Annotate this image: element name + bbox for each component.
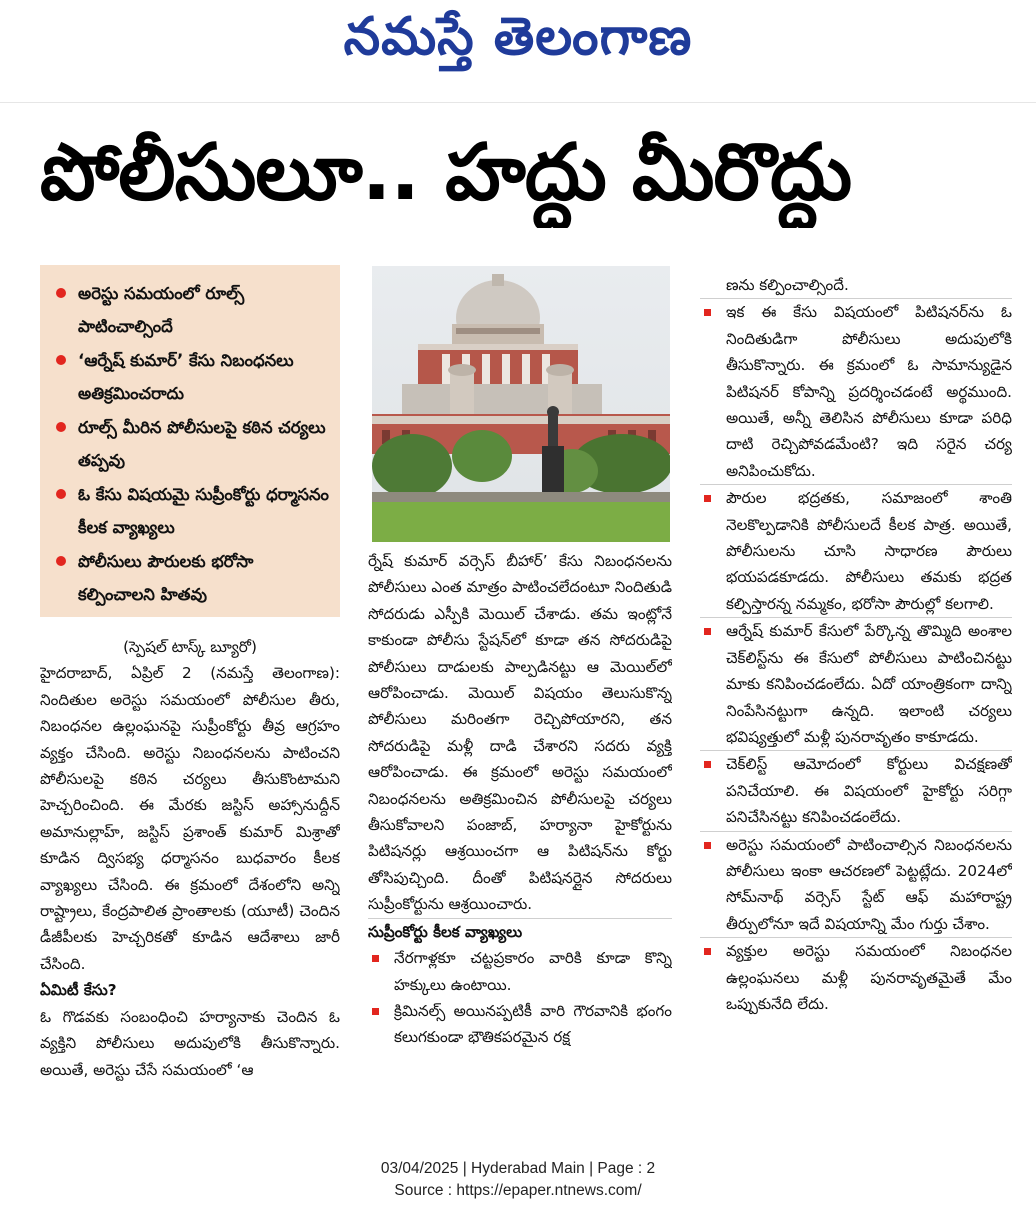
remark-item: అరెస్టు సమయంలో పాటించాల్సిన నిబంధనలను పోలీసులు ఇంకా ఆచరణలో పెట్టట్లేదు. 2024లో సోమ్‌నాథ్ వర్సెస్ స్టేట్ ఆఫ్ మహారాష్ట్ర తీర్పులోనూ ఇదే విషయాన్ని మేం గుర్తు చేశాం. — [700, 832, 1012, 938]
newspaper-logo: నమస్తే తెలంగాణ — [343, 6, 693, 67]
bullet-icon — [372, 955, 379, 962]
supreme-court-building-image — [372, 266, 670, 542]
bullet-icon — [56, 556, 66, 566]
highlight-item: ‘ఆర్నేష్ కుమార్’ కేసు నిబంధనలు అతిక్రమించరాదు — [54, 344, 330, 410]
article-column-1 — [40, 634, 340, 1134]
article-column-2 — [368, 548, 672, 1134]
masthead — [0, 0, 1036, 90]
continued-paragraph: ర్నేష్ కుమార్ వర్సెస్ బీహార్’ కేసు నిబంధనలను పోలీసులు ఎంత మాత్రం పాటించలేదంటూ నిందితుడి సోదరుడు ఎస్పీకి మెయిల్ చేశాడు. తమ ఇంట్లోనే కాకుండా పోలీసు స్టేషన్‌లో కూడా తన సోదరుడిపై పోలీసులు దాడులకు పాల్పడినట్టు ఆ మెయిల్‌లో ఆరోపించాడు. మెయిల్ విషయం తెలుసుకొన్న పోలీసులు మరింతగా రెచ్చిపోయారని, తన సోదరుడిపై మళ్లీ దాడి చేశారని సదరు వ్యక్తి ఆరోపించాడు. ఈ క్రమంలో అరెస్టు సమయంలో నిబంధనలను అతిక్రమించిన పోలీసులపై చర్యలు తీసుకోవాలని పంజాబ్, హర్యానా హైకోర్టును పిటిషనర్లు ఆశ్రయించగా ఆ పిటిషన్‌ను కోర్టు తోసిపుచ్చింది. దీంతో పిటిషనర్లైన సోదరులు సుప్రీంకోర్టును ఆశ్రయించారు. — [368, 552, 672, 914]
bullet-icon — [704, 495, 711, 502]
remark-item: ఇక ఈ కేసు విషయంలో పిటిషనర్‌ను ఓ నిందితుడిగా పోలీసులు అదుపులోకి తీసుకొన్నారు. ఈ క్రమంలో ఓ సామాన్యుడైన పిటిషనర్ కోపాన్ని ప్రదర్శించడంటే అర్థముంది. అయితే, అన్నీ తెలిసిన పోలీసులు కూడా పరిధి దాటి రెచ్చిపోవడమేంటి? ఇది సరైన చర్య అనిపించుకోదు. — [700, 299, 1012, 484]
remark-item: నేరగాళ్లకూ చట్టప్రకారం వారికి కూడా కొన్ని హక్కులు ఉంటాయి. — [368, 945, 672, 998]
masthead-divider — [0, 102, 1036, 103]
byline: (స్పెషల్ టాస్క్ బ్యూరో) — [123, 638, 257, 656]
bullet-icon — [704, 948, 711, 955]
subheading-key-remarks: సుప్రీంకోర్టు కీలక వ్యాఖ్యలు — [368, 922, 523, 941]
edition-info: 03/04/2025 | Hyderabad Main | Page : 2 — [380, 1160, 656, 1177]
highlight-item: పోలీసులు పౌరులకు భరోసా కల్పించాలని హితవు — [54, 545, 330, 611]
page-footer — [0, 1158, 1036, 1202]
subheading-case: ఏమిటీ కేసు? — [40, 981, 117, 1000]
highlight-item: రూల్స్ మీరిన పోలీసులపై కఠిన చర్యలు తప్పవు — [54, 411, 330, 477]
case-paragraph: ఓ గొడవకు సంబంధించి హర్యానాకు చెందిన ఓ వ్యక్తిని పోలీసులు అదుపులోకి తీసుకొన్నారు. అయితే, అరెస్టు చేసే సమయంలో ‘ఆ — [40, 1007, 340, 1079]
article-column-3 — [700, 272, 1012, 1134]
bullet-icon — [704, 309, 711, 316]
bullet-icon — [704, 761, 711, 768]
bullet-icon — [704, 628, 711, 635]
source-link[interactable]: Source : https://epaper.ntnews.com/ — [394, 1182, 642, 1199]
highlight-item: అరెస్టు సమయంలో రూల్స్ పాటించాల్సిందే — [54, 277, 330, 343]
remark-item: ఆర్నేష్ కుమార్ కేసులో పేర్కొన్న తొమ్మిది అంశాల చెక్‌లిస్ట్‌ను ఈ కేసులో పోలీసులు పాటించినట్టు మాకు కనిపించడంలేదు. ఏదో యాంత్రికంగా దాన్ని నింపేసినట్టుగా ఉన్నది. ఇలాంటి చర్యలు భవిష్యత్తులో మళ్లీ పునరావృతం కాకూడదు. — [700, 618, 1012, 750]
bullet-icon — [56, 489, 66, 499]
remark-item: పౌరుల భద్రతకు, సమాజంలో శాంతి నెలకొల్పడానికి పోలీసులదే కీలక పాత్ర. అయితే, పోలీసులను చూసి సాధారణ పౌరులు భయపడకూడదు. పోలీసులు తమకు భద్రత కల్పిస్తారన్న నమ్మకం, భరోసా పౌరుల్లో కలగాలి. — [700, 485, 1012, 617]
bullet-icon — [372, 1008, 379, 1015]
supreme-court-photo — [372, 266, 670, 542]
bullet-icon — [56, 355, 66, 365]
bullet-icon — [56, 422, 66, 432]
remark-item: చెక్‌లిస్ట్ ఆమోదంలో కోర్టులు విచక్షణతో పనిచేయాలి. ఈ విషయంలో హైకోర్టు సరిగ్గా పనిచేసినట్టు కనిపించడంలేదు. — [700, 751, 1012, 830]
remark-item: వ్యక్తుల అరెస్టు సమయంలో నిబంధనల ఉల్లంఘనలు మళ్లీ పునరావృతమైతే మేం ఒప్పుకునేది లేదు. — [700, 938, 1012, 1017]
bullet-icon — [56, 288, 66, 298]
highlights-box — [40, 265, 340, 617]
bullet-icon — [704, 842, 711, 849]
remark-continued: ణను కల్పించాల్సిందే. — [726, 276, 849, 294]
intro-paragraph: హైదరాబాద్, ఏప్రిల్ 2 (నమస్తే తెలంగాణ): నిందితుల అరెస్టు సమయంలో పోలీసుల తీరు, నిబంధనల ఉల్లంఘనపై సుప్రీంకోర్టు తీవ్ర ఆగ్రహం వ్యక్తం చేసింది. అరెస్టు నిబంధనలను పాటించని పోలీసులపై కఠిన చర్యలు తీసుకొంటామని హెచ్చరించింది. ఈ మేరకు జస్టిస్ అహ్సానుద్దీన్ అమానుల్లాహ్, జస్టిస్ ప్రశాంత్ కుమార్ మిశ్రాతో కూడిన ద్విసభ్య ధర్మాసనం బుధవారం కీలక వ్యాఖ్యలు చేసింది. ఈ క్రమంలో దేశంలోని అన్ని రాష్ట్రాలు, కేంద్రపాలిత ప్రాంతాలకు (యూటీ) చెందిన డీజీపీలకు హెచ్చరికతో కూడిన ఆదేశాలు జారీ చేసింది. — [40, 664, 340, 973]
highlight-item: ఓ కేసు విషయమై సుప్రీంకోర్టు ధర్మాసనం కీలక వ్యాఖ్యలు — [54, 478, 330, 544]
headline: పోలీసులూ.. హద్దు మీరొద్దు — [40, 128, 852, 218]
remark-item: క్రిమినల్స్ అయినప్పటికీ వారి గౌరవానికి భంగం కలుగకుండా భౌతికపరమైన రక్ష — [368, 998, 672, 1051]
